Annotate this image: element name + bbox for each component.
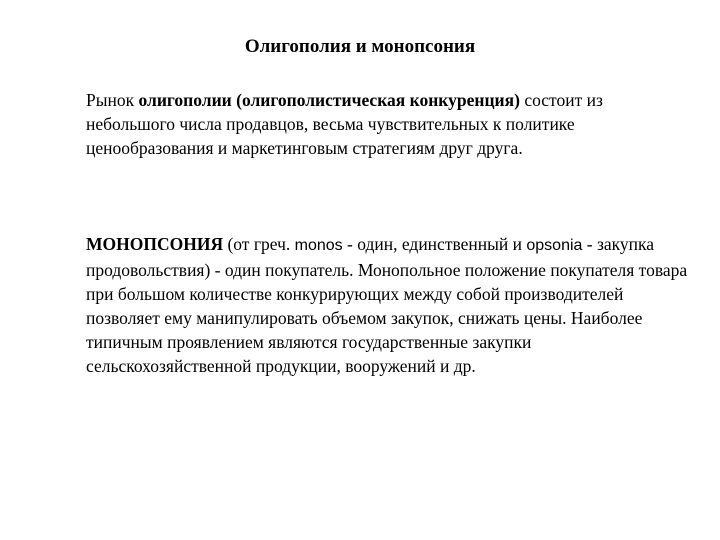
slide-title: Олигополия и монопсония	[244, 36, 476, 57]
monopsony-paragraph	[86, 232, 696, 378]
word-opsonia: opsonia	[526, 237, 583, 254]
oligopoly-definition: состоит из небольшого числа продавцов, весьма чувствительных к политике ценообразования и маркетинговым стратегиям друг друга.	[86, 90, 603, 158]
oligopoly-intro: Рынок	[86, 90, 139, 110]
oligopoly-paragraph	[86, 88, 696, 160]
monopsony-definition: - закупка продовольствия) - один покупатель. Монопольное положение покупателя товара при большом количестве конкурирующих между собой производителей позволяет ему манипулировать объемом закупок, снижать цены. Наиболее типичным проявлением являются государственные закупки сельскохозяйственной продукции, вооружений и др.	[86, 234, 688, 376]
monopsony-etymology-b: - один, единственный и	[342, 234, 527, 254]
word-monos: monos	[294, 237, 343, 254]
monopsony-etymology-a: (от греч.	[223, 234, 295, 254]
monopsony-term: МОНОПСОНИЯ	[86, 234, 224, 254]
oligopoly-term: олигополии (олигополистическая конкуренция)	[138, 90, 520, 110]
